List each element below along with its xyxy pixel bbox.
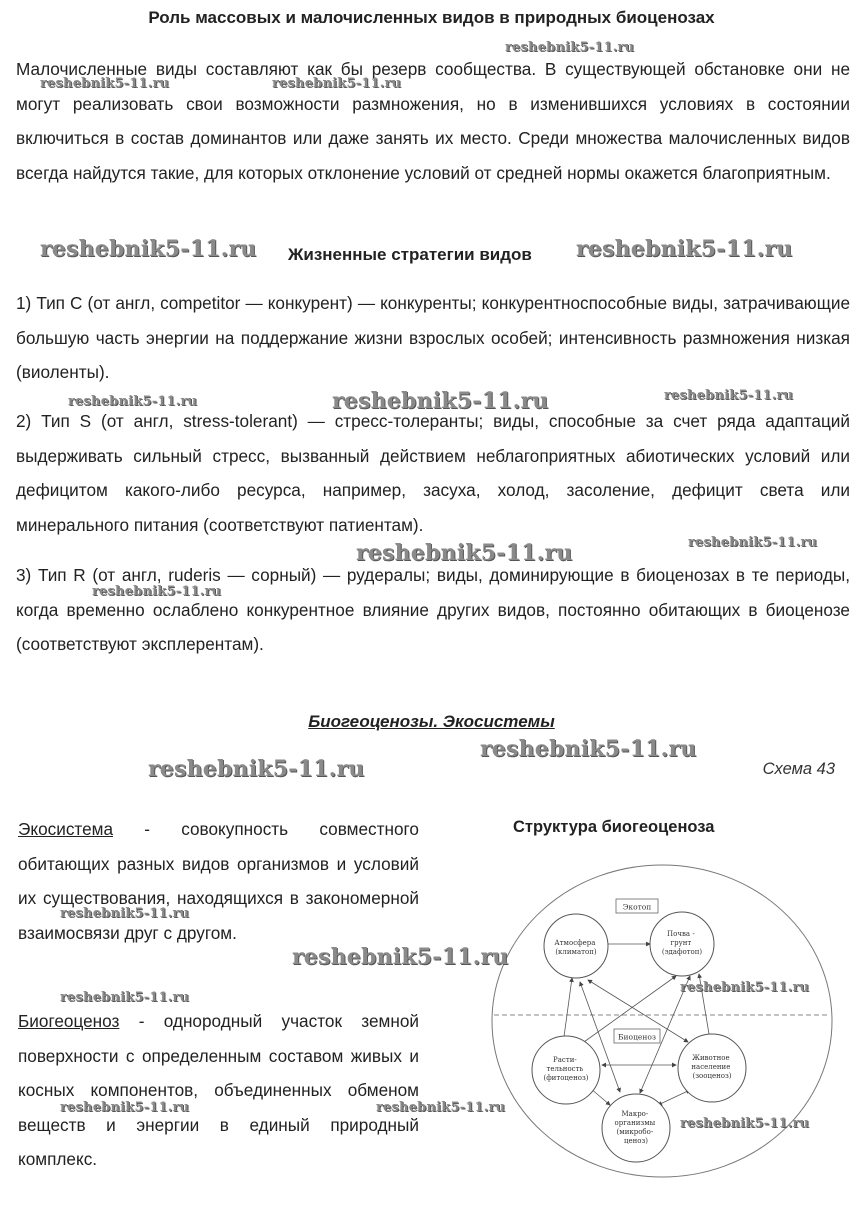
ecosystem-definition <box>18 812 419 950</box>
page-title: Роль массовых и малочисленных видов в природных биоценозах <box>148 8 715 27</box>
microbes-label: Макро- организмы (микробо- ценоз) <box>614 1110 656 1145</box>
watermark: reshebnik5-11.ru <box>505 40 635 55</box>
watermark: reshebnik5-11.ru <box>272 76 402 91</box>
watermark: reshebnik5-11.ru <box>480 736 697 762</box>
intro-paragraph: Малочисленные виды составляют как бы резерв сообщества. В существующей обстановке они не могут реализовать свои возможности размножения, но в изменившихся условиях в состоянии включиться в состав доминантов или даже занять их место. Среди множества малочисленных видов всегда найдутся такие, для которых отклонение условий от средней нормы окажется благоприятным. <box>16 59 850 183</box>
ecosystem-term: Экосистема <box>18 819 114 839</box>
strategies-heading: Жизненные стратегии видов <box>288 245 532 264</box>
biogeocenosis-diagram <box>480 860 840 1190</box>
schema-label: Схема 43 <box>762 760 835 778</box>
watermark: reshebnik5-11.ru <box>60 1100 190 1115</box>
diagram-title: Структура биогеоценоза <box>513 818 715 836</box>
soil-label: Почва - грунт (эдафотоп) <box>661 930 703 956</box>
biocenosis-label: Биоценоз <box>618 1032 656 1042</box>
watermark: reshebnik5-11.ru <box>40 76 170 91</box>
watermark: reshebnik5-11.ru <box>664 388 794 403</box>
watermark: reshebnik5-11.ru <box>376 1100 506 1115</box>
watermark: reshebnik5-11.ru <box>332 388 549 414</box>
watermark: reshebnik5-11.ru <box>60 990 190 1005</box>
watermark: reshebnik5-11.ru <box>688 535 818 550</box>
section-title: Биогеоценозы. Экосистемы <box>308 712 555 731</box>
strategy-item-r: 3) Тип R (от англ, ruderis — сорный) — рудералы; виды, доминирующие в биоценозах в те периоды, когда временно ослаблено конкурентное влияние других видов, постоянно обитающих в биоценозе (соответствуют эксплерентам). <box>16 565 850 654</box>
biogeocenosis-text: - однородный участок земной поверхности с определенным составом живых и косных компонентов, объединенных обменом веществ и энергии в единый природный комплекс. <box>18 1011 419 1170</box>
watermark: reshebnik5-11.ru <box>92 584 222 599</box>
biogeocenosis-definition <box>18 1004 419 1177</box>
atmosphere-label: Атмосфера (климатоп) <box>554 939 597 956</box>
watermark: reshebnik5-11.ru <box>68 394 198 409</box>
strategy-item-s: 2) Тип S (от англ, stress-tolerant) — стресс-толеранты; виды, способные за счет ряда адаптаций выдерживать сильный стресс, вызванный действием неблагоприятных абиотических условий или дефицитом какого-либо ресурса, например, засуха, холод, засоление, дефицит света или минерального питания (соответствуют патиентам). <box>16 411 850 535</box>
ecosystem-text: - совокупность совместного обитающих разных видов организмов и условий их существования, находящихся в закономерной взаимосвязи друг с другом. <box>18 819 419 943</box>
strategy-item-c: 1) Тип С (от англ, competitor — конкурент) — конкуренты; конкурентноспособные виды, затрачивающие большую часть энергии на поддержание жизни взрослых особей; интенсивность размножения низкая (виоленты). <box>16 293 850 382</box>
watermark: reshebnik5-11.ru <box>40 236 257 262</box>
biogeocenosis-term: Биогеоценоз <box>18 1011 120 1031</box>
plants-label: Расти- тельность (фитоценоз) <box>543 1056 589 1082</box>
watermark: reshebnik5-11.ru <box>680 1116 810 1131</box>
watermark: reshebnik5-11.ru <box>148 756 365 782</box>
watermark: reshebnik5-11.ru <box>680 980 810 995</box>
watermark: reshebnik5-11.ru <box>356 540 573 566</box>
watermark: reshebnik5-11.ru <box>576 236 793 262</box>
ecotop-label: Экотоп <box>622 902 652 912</box>
watermark: reshebnik5-11.ru <box>60 906 190 921</box>
animals-label: Животное население (зооценоз) <box>691 1054 732 1080</box>
watermark: reshebnik5-11.ru <box>292 944 509 970</box>
